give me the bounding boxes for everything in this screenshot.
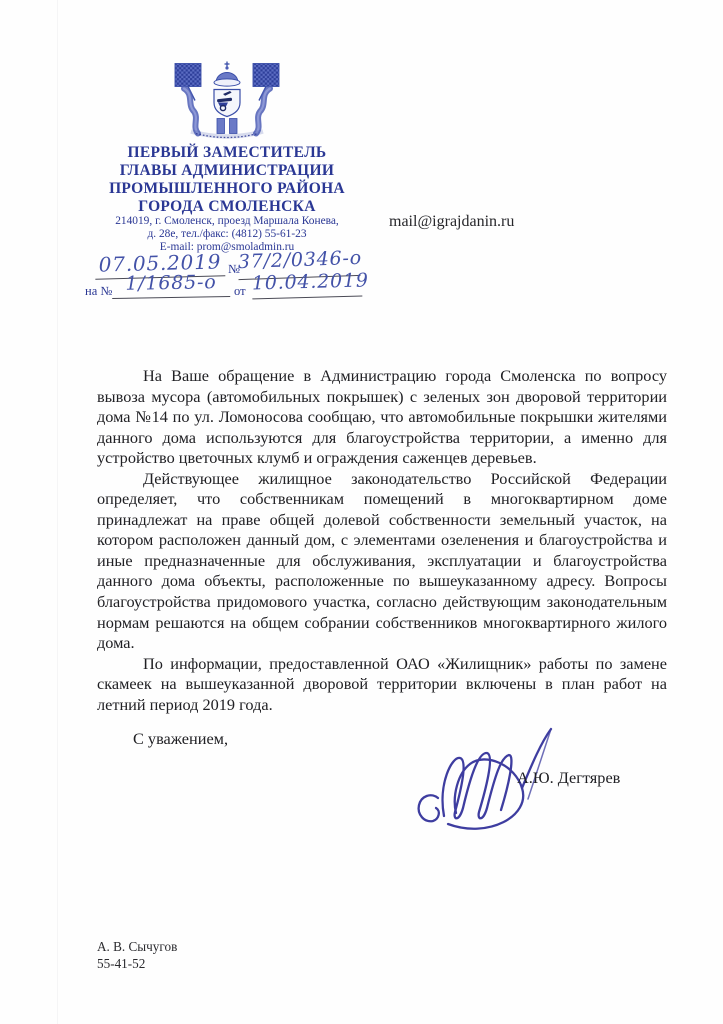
pennant-right (230, 119, 238, 134)
signer-name: А.Ю. Дегтярев (517, 768, 621, 787)
smolensk-coat-of-arms-icon (168, 60, 286, 145)
body-paragraph: На Ваше обращение в Администрацию города Смоленска по вопросу вывоза мусора (автомобильных покрышек) с зеленых зон дворовой территории дома №14 по ул. Ломоносова сообщаю, что автомобильные покрышки жителями данного дома используются для благоустройства территории, а именно для устройство цветочных клумб и ограждения саженцев деревьев. (97, 366, 667, 468)
executor-block (97, 938, 177, 972)
letterhead-title (70, 144, 384, 216)
letterhead-title-line: ПЕРВЫЙ ЗАМЕСТИТЕЛЬ (127, 144, 327, 161)
letterhead-address-line: д. 28е, тел./факс: (4812) 55-61-23 (147, 228, 307, 240)
recipient-email: mail@igrajdanin.ru (389, 213, 515, 230)
letterhead-title-line: ПРОМЫШЛЕННОГО РАЙОНА (109, 180, 345, 197)
number-sign-label: № (228, 262, 240, 276)
executor-name: А. В. Сычугов (97, 939, 178, 954)
outgoing-number-handwritten: 37/2/0346-о (238, 247, 361, 280)
motto-ribbon (191, 132, 263, 137)
letterhead-address-line: 214019, г. Смоленск, проезд Маршала Конева, (115, 215, 339, 227)
incoming-number-handwritten: 1/1685-о (112, 271, 230, 299)
executor-phone: 55-41-52 (97, 956, 146, 971)
body-paragraph: Действующее жилищное законодательство Российской Федерации определяет, что собственникам помещений в многоквартирном доме принадлежат на праве общей долевой собственности земельный участок, на котором расположен данный дом, с элементами озеленения и благоустройства и иные предназначенные для обслуживания, эксплуатации и благоустройства данного дома объекты, расположенные по вышеуказанному адресу. Вопросы благоустройства придомового участка, согласно действующим законодательным нормам решаются на общем собрании собственников многоквартирного жилого дома. (97, 468, 667, 653)
incoming-date-label: от (234, 284, 246, 298)
incoming-number-label: на № (85, 284, 113, 298)
scan-edge-artifact (57, 0, 58, 1024)
letter-body (97, 366, 667, 715)
body-paragraph: По информации, предоставленной ОАО «Жилищник» работы по замене скамеек на вышеуказанной дворовой территории включены в план работ на летний период 2019 года. (97, 653, 667, 714)
salutation: С уважением, (133, 729, 229, 748)
shield (214, 90, 240, 117)
letterhead-title-line: ГЛАВЫ АДМИНИСТРАЦИИ (119, 162, 335, 179)
letterhead-title-line: ГОРОДА СМОЛЕНСКА (138, 198, 316, 215)
crown (214, 62, 240, 87)
letterhead-address-line: E-mail: prom@smoladmin.ru (159, 241, 295, 253)
pennant-left (217, 119, 225, 134)
outgoing-date-handwritten: 07.05.2019 (95, 249, 226, 279)
incoming-date-handwritten: 10.04.2019 (252, 270, 363, 300)
